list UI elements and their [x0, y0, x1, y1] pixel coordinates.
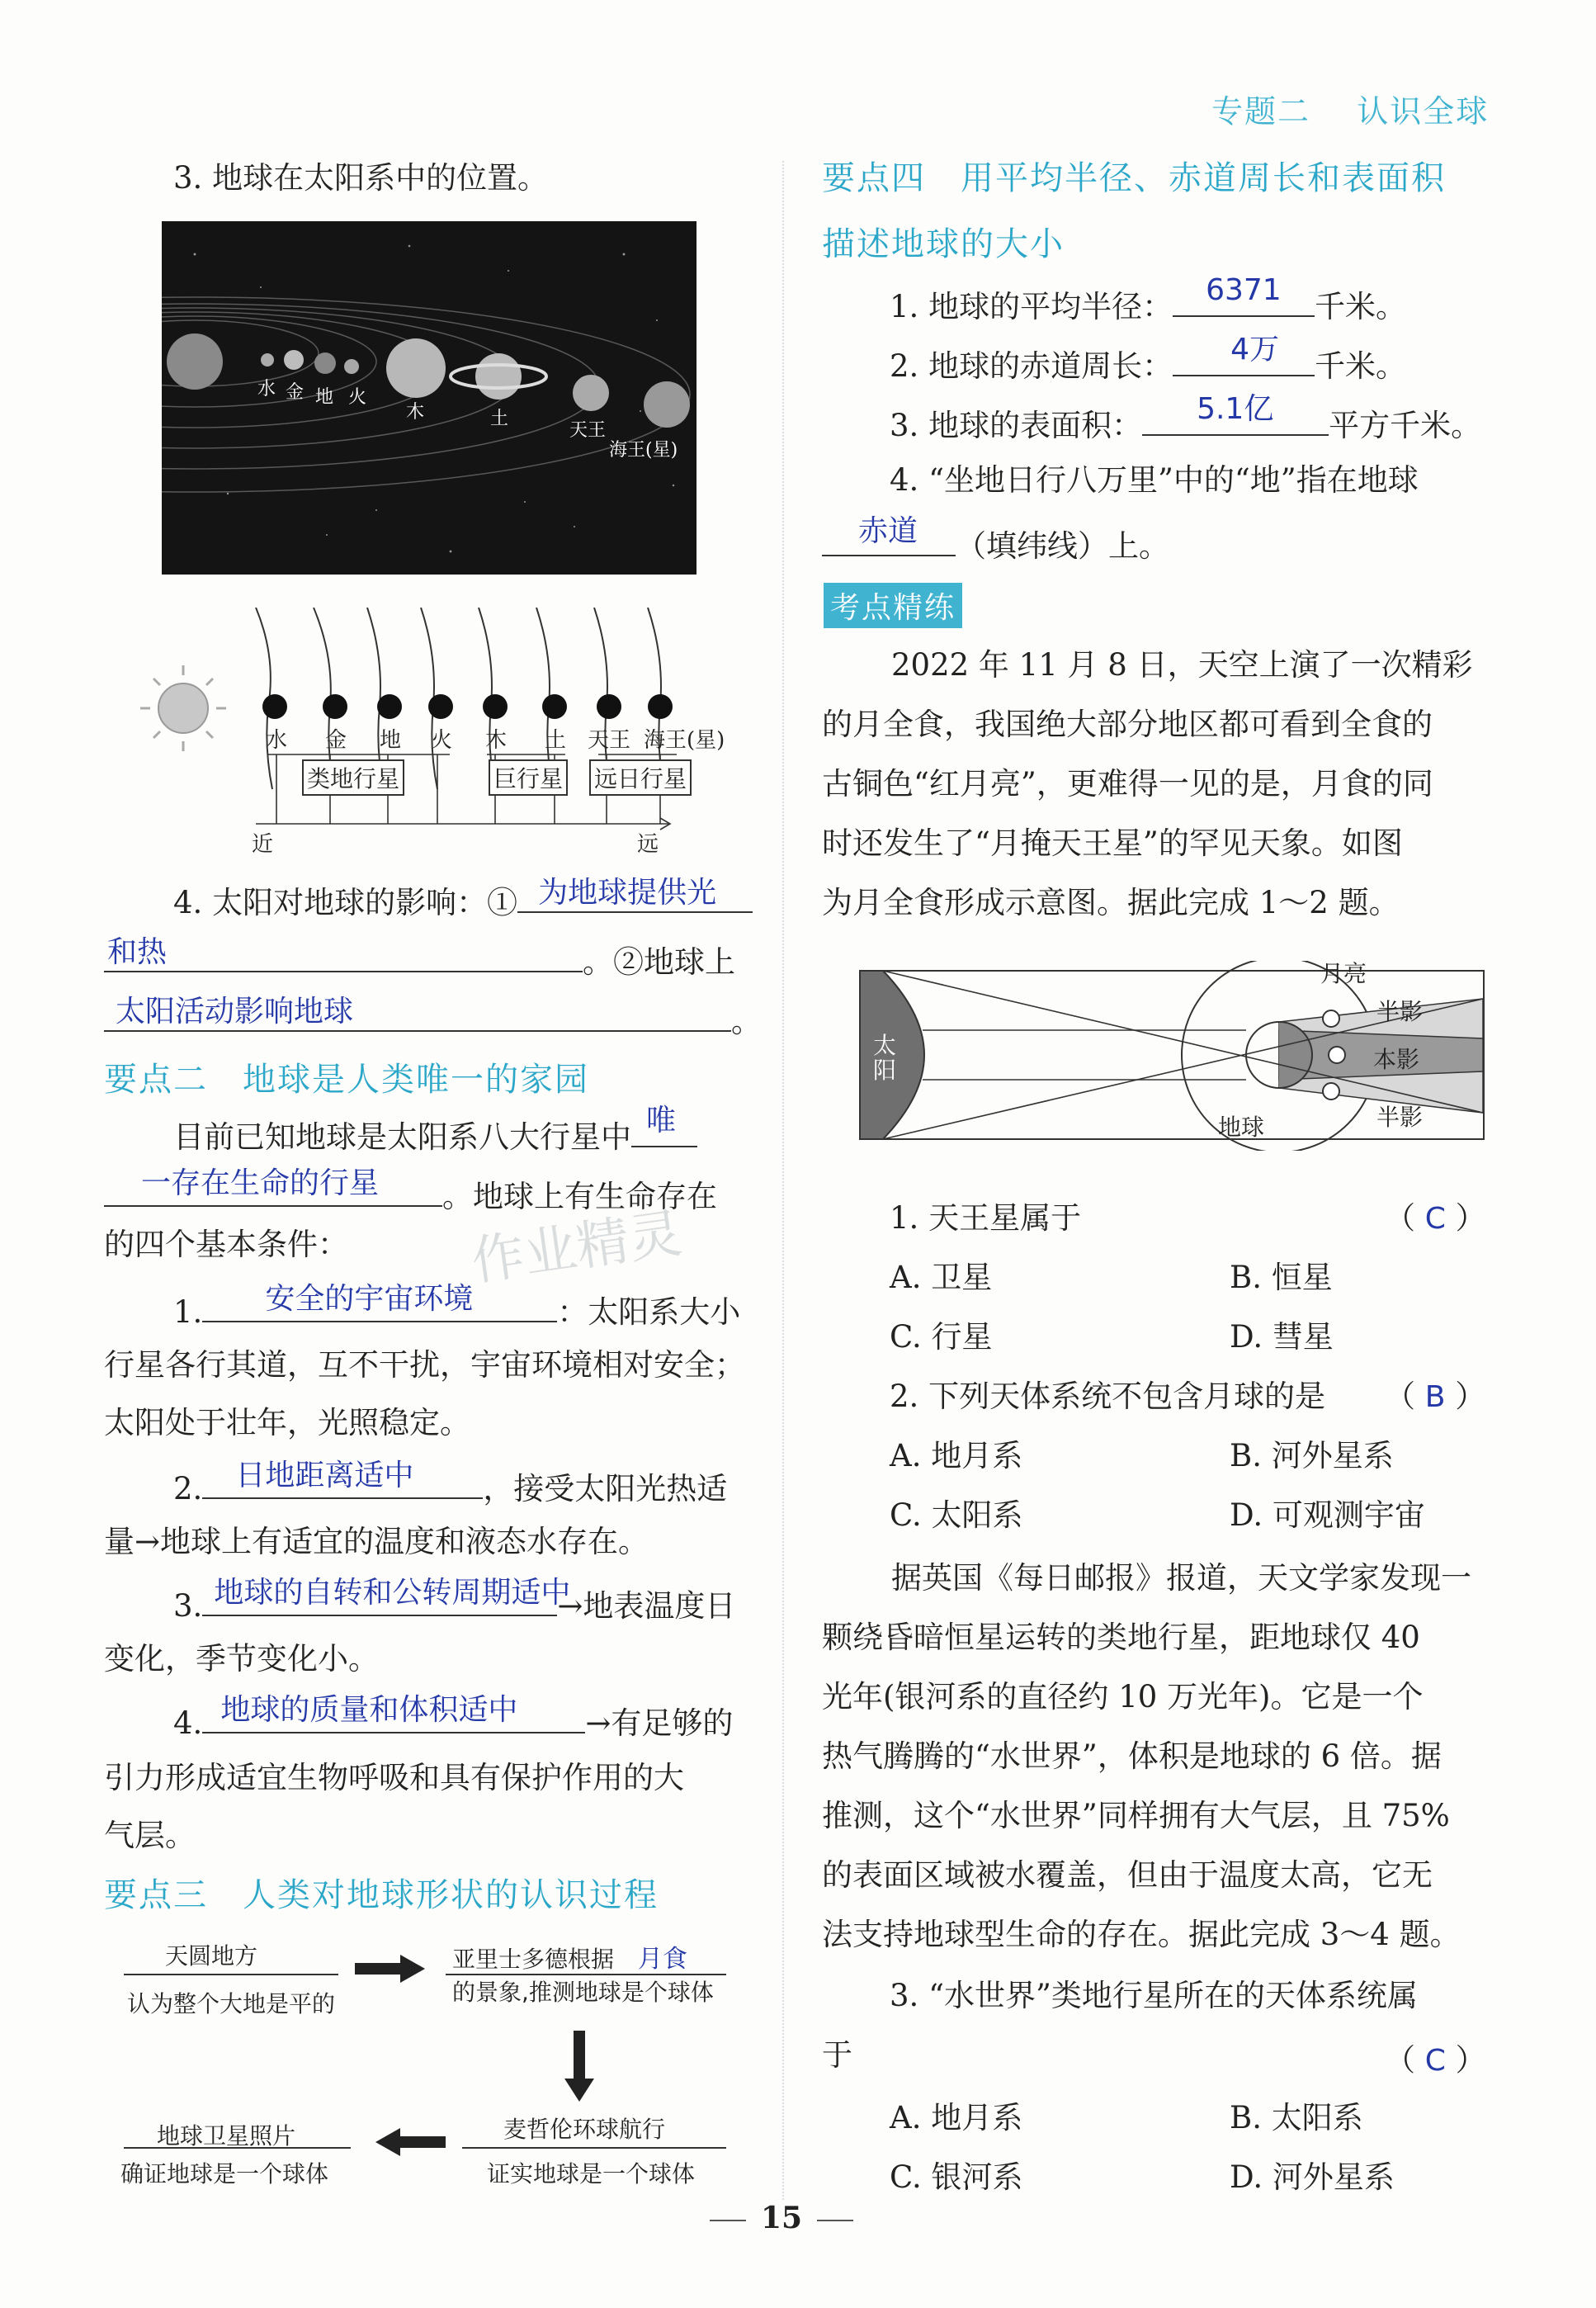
- solar-system-photo: [162, 221, 696, 575]
- item4-line1: [173, 868, 753, 933]
- mc1-answer-bracket: （ C ）: [1385, 1200, 1486, 1236]
- q4-blank[interactable]: [822, 512, 956, 556]
- mc1-stem: 1. 天王星属于: [890, 1200, 1082, 1236]
- q4-note: （填纬线）上。: [956, 528, 1169, 564]
- flow-box3-bottom: 证实地球是一个球体: [487, 2160, 696, 2187]
- passage1-line3: 古铜色“红月亮”，更难得一见的是，月食的同: [822, 766, 1433, 802]
- passage2-line3: 光年(银河系的直径约 10 万光年)。它是一个: [822, 1679, 1424, 1714]
- cond4-number: 4.: [173, 1705, 203, 1741]
- flow-box2-top: [452, 1938, 687, 1975]
- cond2-line1: [173, 1454, 727, 1519]
- cond2-line2: 量→地球上有适宜的温度和液态水存在。: [104, 1524, 649, 1559]
- flow-box2-answer: 月食: [637, 1945, 687, 1974]
- header-title: 认识全球: [1357, 93, 1490, 130]
- footer-dash-right: [817, 2220, 853, 2221]
- cond2-text-a: ，接受太阳光热适: [483, 1471, 728, 1506]
- q2-answer: 4万: [1230, 333, 1279, 367]
- cond3-text-a: →地表温度日: [557, 1588, 736, 1624]
- item4-answer1a: 为地球提供光: [538, 876, 717, 910]
- photo-label-jupiter: 木: [406, 402, 425, 423]
- passage1-line2: 的月全食，我国绝大部分地区都可看到全食的: [822, 707, 1433, 742]
- mc3-option-b[interactable]: B. 太阳系: [1230, 2100, 1363, 2135]
- flow-arrow-down-icon: [564, 2031, 594, 2102]
- cond3-line2: 变化，季节变化小。: [104, 1641, 379, 1677]
- mc1-answer: C: [1424, 1202, 1446, 1236]
- mc3-option-a[interactable]: A. 地月系: [890, 2100, 1023, 2135]
- item4-answer2: 太阳活动影响地球: [116, 995, 354, 1029]
- page-number: 15: [761, 2201, 803, 2235]
- eclipse-penumbra-lower: 半影: [1376, 1104, 1424, 1131]
- mc2-option-d[interactable]: D. 可观测宇宙: [1230, 1497, 1425, 1533]
- passage1-line1: 2022 年 11 月 8 日，天空上演了一次精彩: [891, 647, 1473, 683]
- photo-label-earth: 地: [315, 387, 334, 408]
- passage1: [822, 636, 1482, 933]
- cond3-line1: [173, 1572, 735, 1636]
- q3-unit: 平方千米。: [1329, 408, 1482, 443]
- passage2-line1: 据英国《每日邮报》报道，天文学家发现一: [891, 1560, 1471, 1596]
- cond1-line3: 太阳处于壮年，光照稳定。: [104, 1405, 470, 1440]
- running-header: [1211, 86, 1489, 131]
- q4-line2: [822, 512, 1169, 576]
- cond4-line2: 引力形成适宜生物呼吸和具有保护作用的大: [104, 1760, 684, 1795]
- flow-box4-top: 地球卫星照片: [157, 2122, 296, 2150]
- mc1-option-d[interactable]: D. 彗星: [1230, 1319, 1334, 1355]
- q4-line1: 4. “坐地日行八万里”中的“地”指在地球: [890, 462, 1419, 498]
- photo-label-uranus: 天王: [569, 420, 607, 441]
- sun-icon: [140, 665, 226, 751]
- item4-end: 。: [731, 1004, 762, 1039]
- cond1-line1: [173, 1278, 740, 1342]
- q2-blank[interactable]: [1173, 332, 1315, 376]
- mc3-answer-bracket: （ C ）: [1385, 2042, 1486, 2078]
- section4-title-line2: 描述地球的大小: [822, 225, 1065, 263]
- cond4-answer: 地球的质量和体积适中: [220, 1693, 518, 1727]
- q2-unit: 千米。: [1315, 348, 1407, 384]
- cond4-line1: [173, 1689, 733, 1753]
- orbit-label-neptune-name: 海王: [644, 728, 687, 753]
- flow-box4-bottom: 确证地球是一个球体: [120, 2160, 329, 2187]
- group-outer: 远日行星: [589, 759, 692, 796]
- passage2-line2: 颗绕昏暗恒星运转的类地行星，距地球仅 40: [822, 1620, 1420, 1655]
- passage2-line7: 法支持地球型生命的存在。据此完成 3～4 题。: [822, 1917, 1461, 1952]
- flow-box1-top: 天圆地方: [165, 1942, 258, 1970]
- orbit-label-venus: 金: [325, 728, 347, 753]
- flow-arrow-left-icon: [375, 2128, 446, 2156]
- sec2-intro-b: 。地球上有生命存在: [442, 1179, 717, 1214]
- orbit-label-suffix: (星): [687, 728, 725, 753]
- item4-blank1b[interactable]: [104, 928, 583, 972]
- orbit-label-uranus: 天王: [588, 728, 631, 753]
- passage1-line4: 时还发生了“月掩天王星”的罕见天象。如图: [822, 825, 1403, 861]
- orbit-label-earth: 地: [380, 728, 402, 753]
- solar-system-illustration: [162, 221, 696, 575]
- cond1-number: 1.: [173, 1294, 203, 1330]
- item4-mid: 。②地球上: [583, 944, 735, 980]
- mc1-option-b[interactable]: B. 恒星: [1230, 1260, 1333, 1295]
- passage2-line4: 热气腾腾的“水世界”，体积是地球的 6 倍。据: [822, 1738, 1442, 1774]
- eclipse-moon-label: 月亮: [1320, 960, 1367, 987]
- orbit-label-neptune: [644, 723, 725, 754]
- sec2-blank-a[interactable]: [631, 1103, 697, 1147]
- practice-tag: 考点精练: [824, 583, 962, 628]
- lunar-eclipse-diagram: [858, 961, 1485, 1151]
- mc1-option-c[interactable]: C. 行星: [890, 1319, 993, 1355]
- photo-label-venus: 金: [286, 382, 305, 403]
- flow-box2-bottom: 的景象,推测地球是个球体: [452, 1979, 714, 2006]
- mc2-answer: B: [1424, 1380, 1446, 1414]
- sec2-intro-line3: 的四个基本条件：: [104, 1227, 348, 1262]
- q3-line: [890, 391, 1481, 456]
- mc2-answer-bracket: （ B ）: [1385, 1379, 1486, 1414]
- header-chapter: 专题二: [1211, 93, 1311, 130]
- mc3-stem-line1: 3. “水世界”类地行星所在的天体系统属: [890, 1978, 1418, 2013]
- photo-label-mars: 火: [348, 387, 367, 408]
- planet-order-diagram: [132, 608, 759, 855]
- mc3-option-c[interactable]: C. 银河系: [890, 2159, 1023, 2195]
- q1-stem: 1. 地球的平均半径：: [890, 289, 1173, 324]
- q2-stem: 2. 地球的赤道周长：: [890, 348, 1173, 384]
- q3-stem: 3. 地球的表面积：: [890, 408, 1143, 443]
- item4-blank1a[interactable]: [517, 868, 753, 913]
- item4-blank2[interactable]: [104, 987, 731, 1032]
- sec2-answer-a: 唯: [646, 1104, 677, 1137]
- mc3-answer: C: [1424, 2044, 1446, 2078]
- mc2-option-b[interactable]: B. 河外星系: [1230, 1438, 1394, 1473]
- cond3-blank[interactable]: [202, 1572, 571, 1616]
- far-label: 远: [637, 832, 659, 857]
- orbit-label-jupiter: 木: [485, 728, 508, 753]
- item4-prefix: 4. 太阳对地球的影响：①: [173, 885, 518, 920]
- photo-label-saturn: 土: [490, 409, 509, 429]
- item3-title: 3. 地球在太阳系中的位置。: [173, 160, 549, 196]
- cond1-blank[interactable]: [202, 1278, 557, 1322]
- item4-answer1b: 和热: [107, 935, 168, 969]
- sec2-intro-a: 目前已知地球是太阳系八大行星中: [173, 1119, 631, 1155]
- eclipse-sun-label: 太阳: [873, 1032, 897, 1084]
- page-footer: [710, 2201, 853, 2235]
- mc3-option-d[interactable]: D. 河外星系: [1230, 2159, 1395, 2195]
- orbit-label-mars: 火: [431, 728, 453, 753]
- sec2-blank-b[interactable]: [104, 1162, 442, 1207]
- cond1-answer: 安全的宇宙环境: [265, 1282, 474, 1316]
- cond4-blank[interactable]: [202, 1689, 585, 1733]
- flow-box2-top-text: 亚里士多德根据: [452, 1946, 615, 1973]
- cond1-line2: 行星各行其道，互不干扰，宇宙环境相对安全；: [104, 1347, 745, 1383]
- group-giant: 巨行星: [489, 759, 568, 796]
- q2-line: [890, 332, 1406, 396]
- passage2-line6: 的表面区域被水覆盖，但由于温度太高，它无: [822, 1857, 1433, 1893]
- q3-blank[interactable]: [1142, 391, 1329, 436]
- q1-line: [890, 272, 1406, 337]
- photo-label-neptune: 海王(星): [609, 440, 678, 461]
- section3-title: 要点三 人类对地球形状的认识过程: [104, 1876, 659, 1914]
- mc2-option-a[interactable]: A. 地月系: [890, 1438, 1023, 1473]
- q4-answer: 赤道: [858, 514, 918, 548]
- q1-blank[interactable]: [1173, 272, 1315, 317]
- sec2-answer-b: 一存在生命的行星: [141, 1166, 380, 1200]
- footer-dash-left: [710, 2220, 746, 2221]
- flow-box1-bottom: 认为整个大地是平的: [127, 1990, 336, 2017]
- cond2-blank[interactable]: [202, 1454, 483, 1499]
- flow-box3-top: 麦哲伦环球航行: [503, 2116, 666, 2143]
- passage1-line5: 为月全食形成示意图。据此完成 1～2 题。: [822, 885, 1400, 920]
- orbit-label-saturn: 土: [545, 728, 567, 753]
- q1-answer: 6371: [1206, 273, 1282, 307]
- cond3-answer: 地球的自转和公转周期适中: [214, 1576, 571, 1610]
- cond4-text-a: →有足够的: [585, 1705, 734, 1741]
- passage2: [822, 1549, 1482, 1965]
- photo-label-mercury: 水: [257, 379, 276, 400]
- q3-answer: 5.1亿: [1197, 392, 1274, 426]
- column-divider: [782, 161, 784, 2200]
- orbit-label-mercury: 水: [266, 728, 288, 753]
- cond2-answer: 日地距离适中: [235, 1459, 414, 1492]
- mc3-stem-line2: 于: [822, 2037, 852, 2073]
- near-label: 近: [252, 832, 274, 857]
- cond4-line3: 气层。: [104, 1818, 196, 1853]
- watermark: 作业精灵: [467, 1203, 686, 1294]
- mc2-stem: 2. 下列天体系统不包含月球的是: [890, 1379, 1326, 1414]
- group-terrestrial: 类地行星: [302, 759, 404, 796]
- shape-cognition-flowchart: [116, 1932, 759, 2196]
- eclipse-penumbra-upper: 半影: [1376, 998, 1424, 1025]
- item4-line3: [104, 987, 762, 1052]
- eclipse-umbra-label: 本影: [1373, 1046, 1420, 1073]
- eclipse-earth-label: 地球: [1218, 1114, 1265, 1141]
- cond3-number: 3.: [173, 1588, 203, 1624]
- flow-arrow-right-icon: [355, 1955, 425, 1983]
- cond2-number: 2.: [173, 1471, 203, 1506]
- section2-title: 要点二 地球是人类唯一的家园: [104, 1061, 589, 1099]
- mc2-option-c[interactable]: C. 太阳系: [890, 1497, 1023, 1533]
- q1-unit: 千米。: [1315, 289, 1407, 324]
- passage2-line5: 推测，这个“水世界”同样拥有大气层，且 75%: [822, 1798, 1450, 1833]
- mc1-option-a[interactable]: A. 卫星: [890, 1260, 993, 1295]
- cond1-text-a: ：太阳系大小: [557, 1294, 741, 1330]
- section4-title-line1: 要点四 用平均半径、赤道周长和表面积: [822, 159, 1446, 197]
